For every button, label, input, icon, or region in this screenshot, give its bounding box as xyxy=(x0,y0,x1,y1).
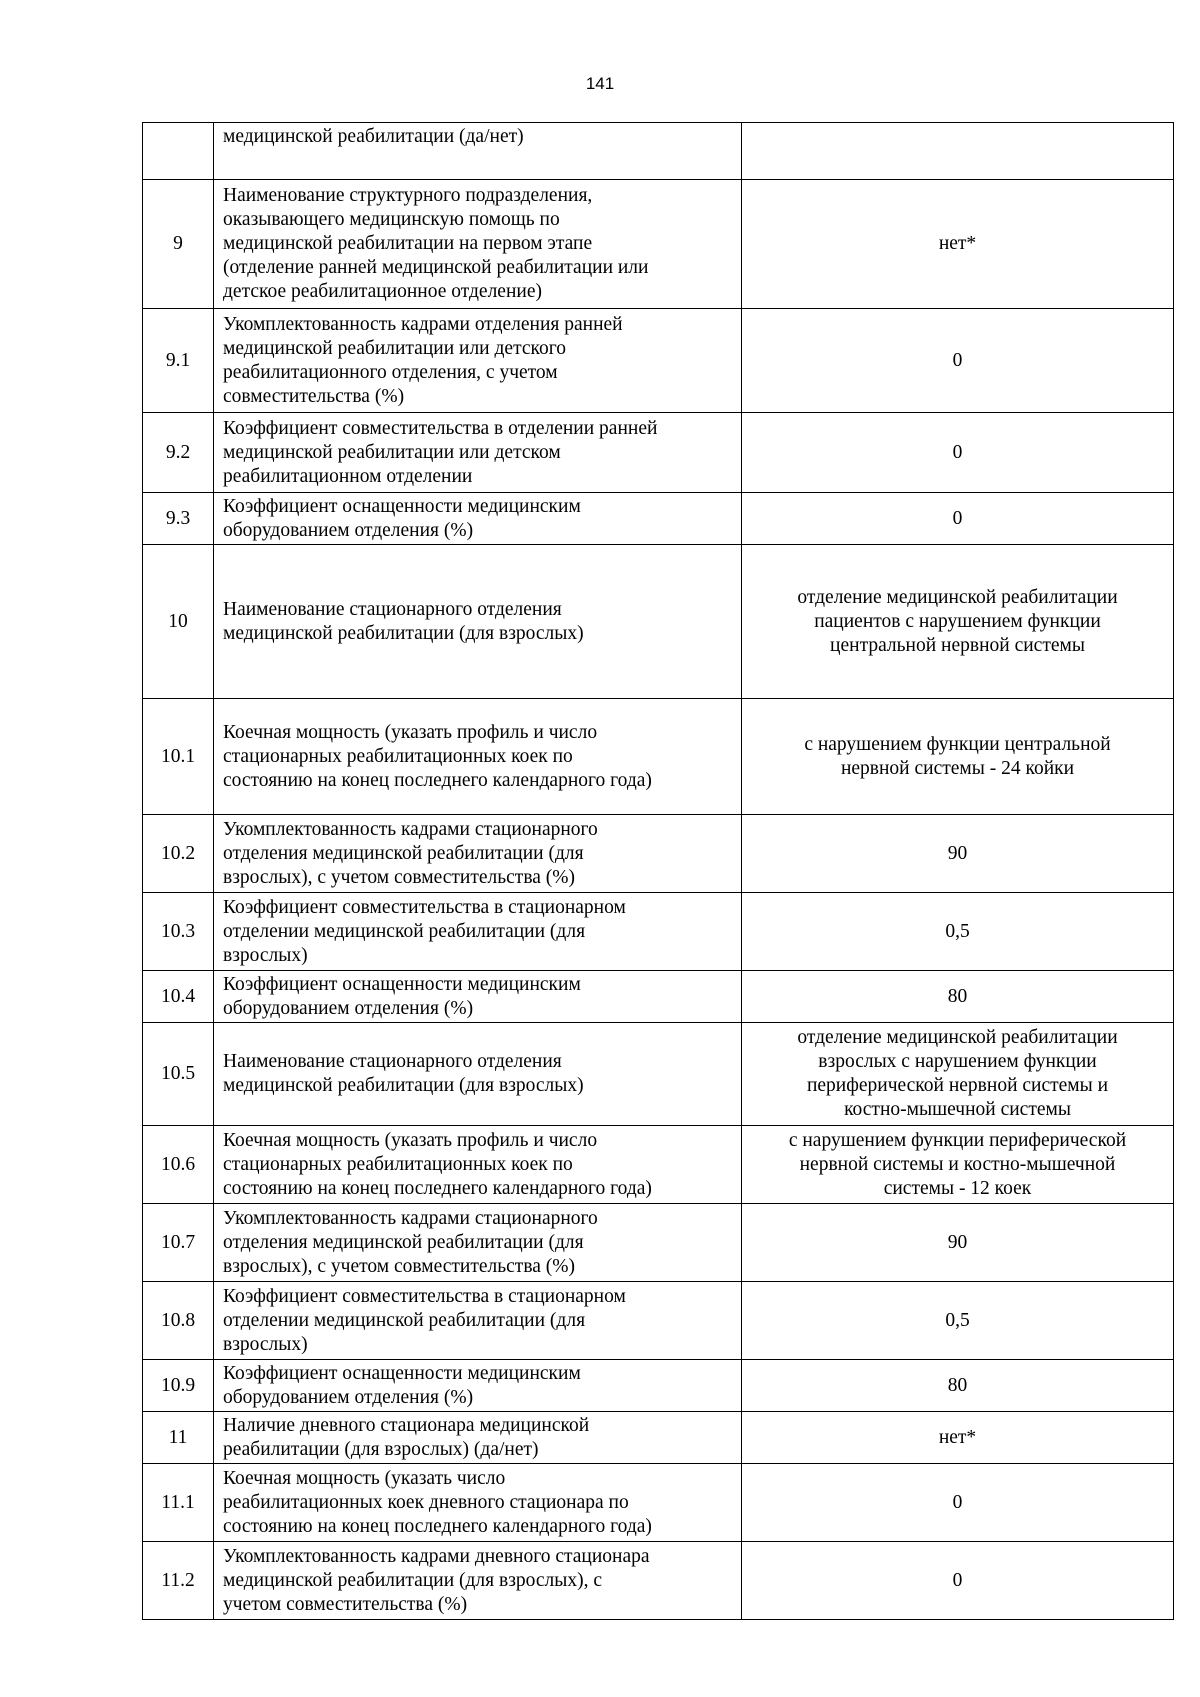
row-label: медицинской реабилитации (да/нет) xyxy=(214,123,742,180)
row-value: 90 xyxy=(742,1204,1174,1282)
row-value: 0 xyxy=(742,1464,1174,1542)
table-row xyxy=(143,815,1174,893)
row-label: Укомплектованность кадрами стационарного отделения медицинской реабилитации (для взрослых), с учетом совместительства (%) xyxy=(214,815,742,893)
row-label: Наименование структурного подразделения, оказывающего медицинскую помощь по медицинской реабилитации на первом этапе (отделение ранней медицинской реабилитации или детское реабилитационное отделение) xyxy=(214,180,742,309)
row-value: отделение медицинской реабилитации взрослых с нарушением функции периферической нервной системы и костно-мышечной системы xyxy=(742,1023,1174,1126)
table-row xyxy=(143,180,1174,309)
row-number: 10.7 xyxy=(143,1204,214,1282)
table-row xyxy=(143,123,1174,180)
row-value: нет* xyxy=(742,1412,1174,1464)
row-value: 80 xyxy=(742,1360,1174,1412)
row-number: 9 xyxy=(143,180,214,309)
table-row xyxy=(143,1126,1174,1204)
row-label: Коэффициент совместительства в отделении ранней медицинской реабилитации или детском реабилитационном отделении xyxy=(214,413,742,493)
table-row xyxy=(143,893,1174,971)
row-number: 9.3 xyxy=(143,493,214,545)
row-label: Укомплектованность кадрами дневного стационара медицинской реабилитации (для взрослых), с учетом совместительства (%) xyxy=(214,1542,742,1620)
table-row xyxy=(143,699,1174,815)
row-number: 11 xyxy=(143,1412,214,1464)
row-value: 0 xyxy=(742,493,1174,545)
row-value: с нарушением функции периферической нервной системы и костно-мышечной системы - 12 коек xyxy=(742,1126,1174,1204)
table-row xyxy=(143,309,1174,413)
row-number: 9.1 xyxy=(143,309,214,413)
table-row xyxy=(143,1542,1174,1620)
row-value: 0 xyxy=(742,309,1174,413)
row-label: Наличие дневного стационара медицинской реабилитации (для взрослых) (да/нет) xyxy=(214,1412,742,1464)
row-value xyxy=(742,123,1174,180)
table-row xyxy=(143,1360,1174,1412)
row-number: 11.2 xyxy=(143,1542,214,1620)
table-row xyxy=(143,1282,1174,1360)
row-number: 10.3 xyxy=(143,893,214,971)
row-number: 10.6 xyxy=(143,1126,214,1204)
table-row xyxy=(143,545,1174,699)
row-label: Коэффициент совместительства в стационарном отделении медицинской реабилитации (для взрослых) xyxy=(214,893,742,971)
table-row xyxy=(143,1204,1174,1282)
row-number: 10.9 xyxy=(143,1360,214,1412)
row-number: 11.1 xyxy=(143,1464,214,1542)
row-label: Укомплектованность кадрами отделения ранней медицинской реабилитации или детского реабилитационного отделения, с учетом совместительства (%) xyxy=(214,309,742,413)
row-number: 10.2 xyxy=(143,815,214,893)
row-value: 0 xyxy=(742,1542,1174,1620)
row-label: Коэффициент оснащенности медицинским оборудованием отделения (%) xyxy=(214,971,742,1023)
row-label: Коечная мощность (указать профиль и число стационарных реабилитационных коек по состоянию на конец последнего календарного года) xyxy=(214,1126,742,1204)
table-row xyxy=(143,1464,1174,1542)
row-number: 9.2 xyxy=(143,413,214,493)
row-label: Наименование стационарного отделения медицинской реабилитации (для взрослых) xyxy=(214,1023,742,1126)
row-number xyxy=(143,123,214,180)
row-label: Коечная мощность (указать число реабилитационных коек дневного стационара по состоянию на конец последнего календарного года) xyxy=(214,1464,742,1542)
row-label: Наименование стационарного отделения медицинской реабилитации (для взрослых) xyxy=(214,545,742,699)
row-number: 10.1 xyxy=(143,699,214,815)
table-row xyxy=(143,1412,1174,1464)
row-value: 0 xyxy=(742,413,1174,493)
table-row xyxy=(143,971,1174,1023)
row-label: Коэффициент оснащенности медицинским оборудованием отделения (%) xyxy=(214,1360,742,1412)
row-value: нет* xyxy=(742,180,1174,309)
row-value: отделение медицинской реабилитации пациентов с нарушением функции центральной нервной системы xyxy=(742,545,1174,699)
row-number: 10 xyxy=(143,545,214,699)
table-row xyxy=(143,413,1174,493)
row-label: Коэффициент оснащенности медицинским оборудованием отделения (%) xyxy=(214,493,742,545)
indicators-table xyxy=(142,122,1174,1620)
row-value: с нарушением функции центральной нервной системы - 24 койки xyxy=(742,699,1174,815)
row-number: 10.5 xyxy=(143,1023,214,1126)
row-label: Укомплектованность кадрами стационарного отделения медицинской реабилитации (для взрослых), с учетом совместительства (%) xyxy=(214,1204,742,1282)
row-value: 0,5 xyxy=(742,1282,1174,1360)
row-value: 0,5 xyxy=(742,893,1174,971)
row-number: 10.4 xyxy=(143,971,214,1023)
row-label: Коечная мощность (указать профиль и число стационарных реабилитационных коек по состоянию на конец последнего календарного года) xyxy=(214,699,742,815)
row-value: 80 xyxy=(742,971,1174,1023)
row-label: Коэффициент совместительства в стационарном отделении медицинской реабилитации (для взрослых) xyxy=(214,1282,742,1360)
table-row xyxy=(143,493,1174,545)
page-number: 141 xyxy=(585,74,615,93)
row-value: 90 xyxy=(742,815,1174,893)
row-number: 10.8 xyxy=(143,1282,214,1360)
table-row xyxy=(143,1023,1174,1126)
